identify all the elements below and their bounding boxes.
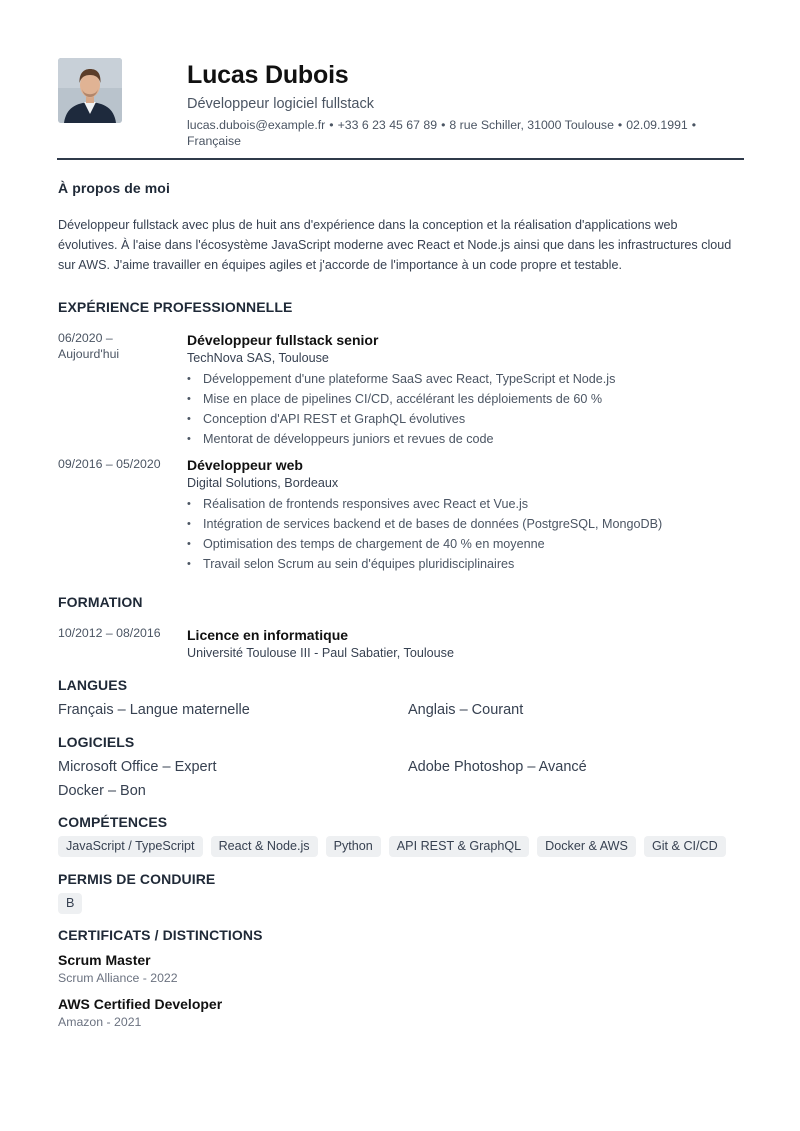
list-item: • Travail selon Scrum au sein d'équipes pluridisciplinaires — [187, 554, 747, 574]
skill-tag: JavaScript / TypeScript — [58, 836, 203, 857]
job-title: Développeur logiciel fullstack — [187, 96, 374, 112]
list-item: • Mise en place de pipelines CI/CD, accélérant les déploiements de 60 % — [187, 389, 747, 409]
software-item: Microsoft Office – Expert — [58, 759, 217, 775]
certificate-issuer: Amazon - 2021 — [58, 1015, 142, 1029]
date-start: 06/2020 – — [58, 331, 113, 345]
list-item: • Conception d'API REST et GraphQL évolutives — [187, 409, 747, 429]
header — [187, 60, 747, 149]
job-position: Développeur web — [187, 457, 303, 473]
company: TechNova SAS, Toulouse — [187, 351, 329, 365]
skill-tag: Docker & AWS — [537, 836, 636, 857]
about-text: Développeur fullstack avec plus de huit ans d'expérience dans la conception et la réalisation d'applications web évolutives. À l'aise dans l'écosystème JavaScript moderne avec React et Node.js ainsi que dans les infrastructures cloud sur AWS. J'aime travailler en équipes agiles et j'accorde de l'importance à un code propre et testable. — [58, 218, 732, 272]
skills-heading: COMPÉTENCES — [58, 814, 168, 830]
skill-tag: Git & CI/CD — [644, 836, 726, 857]
contact-info — [187, 117, 742, 149]
education-entry — [187, 626, 747, 661]
degree: Licence en informatique — [187, 627, 349, 643]
birth-date: 02.09.1991 — [626, 118, 688, 132]
software-item: Docker – Bon — [58, 783, 146, 799]
experience-date — [58, 456, 178, 472]
experience-entry — [187, 331, 747, 449]
language-item: Anglais – Courant — [408, 702, 524, 718]
date-end: Aujourd'hui — [58, 347, 120, 361]
separator: • — [617, 118, 623, 132]
experience-date — [58, 330, 178, 362]
skill-tag: React & Node.js — [211, 836, 318, 857]
company: Digital Solutions, Bordeaux — [187, 476, 339, 490]
header-divider — [57, 158, 744, 160]
list-item: • Développement d'une plateforme SaaS avec React, TypeScript et Node.js — [187, 369, 747, 389]
languages-heading: LANGUES — [58, 677, 128, 693]
skills-tags — [58, 836, 726, 857]
skill-tag: Python — [326, 836, 381, 857]
list-item: • Réalisation de frontends responsives avec React et Vue.js — [187, 494, 747, 514]
software-item: Adobe Photoshop – Avancé — [408, 759, 587, 775]
experience-entry — [187, 456, 747, 574]
license-tag: B — [58, 893, 82, 914]
skill-tag: API REST & GraphQL — [389, 836, 529, 857]
certificate-issuer: Scrum Alliance - 2022 — [58, 971, 178, 985]
experience-heading: EXPÉRIENCE PROFESSIONNELLE — [58, 299, 293, 315]
profile-photo — [58, 58, 122, 123]
education-date: 10/2012 – 08/2016 — [58, 626, 161, 640]
list-item: • Mentorat de développeurs juniors et revues de code — [187, 429, 747, 449]
portrait-image — [58, 58, 122, 123]
license-heading: PERMIS DE CONDUIRE — [58, 871, 216, 887]
list-item: • Optimisation des temps de chargement de 40 % en moyenne — [187, 534, 747, 554]
full-name: Lucas Dubois — [187, 61, 349, 89]
date-range: 09/2016 – 05/2020 — [58, 457, 161, 471]
certificates-heading: CERTIFICATS / DISTINCTIONS — [58, 927, 263, 943]
job-position: Développeur fullstack senior — [187, 332, 379, 348]
phone[interactable]: +33 6 23 45 67 89 — [337, 118, 438, 132]
separator: • — [441, 118, 446, 132]
education-heading: FORMATION — [58, 594, 143, 610]
email[interactable]: lucas.dubois@example.fr — [187, 118, 326, 132]
nationality: Française — [187, 134, 241, 148]
certificate-title: Scrum Master — [58, 952, 151, 968]
software-heading: LOGICIELS — [58, 734, 135, 750]
school: Université Toulouse III - Paul Sabatier, Toulouse — [187, 646, 454, 660]
about-heading: À propos de moi — [58, 180, 170, 196]
list-item: • Intégration de services backend et de bases de données (PostgreSQL, MongoDB) — [187, 514, 747, 534]
responsibilities-list — [187, 369, 747, 449]
language-item: Français – Langue maternelle — [58, 702, 250, 718]
address: 8 rue Schiller, 31000 Toulouse — [449, 118, 614, 132]
responsibilities-list — [187, 494, 747, 574]
separator: • — [329, 118, 334, 132]
certificate-title: AWS Certified Developer — [58, 996, 223, 1012]
separator: • — [691, 118, 697, 132]
